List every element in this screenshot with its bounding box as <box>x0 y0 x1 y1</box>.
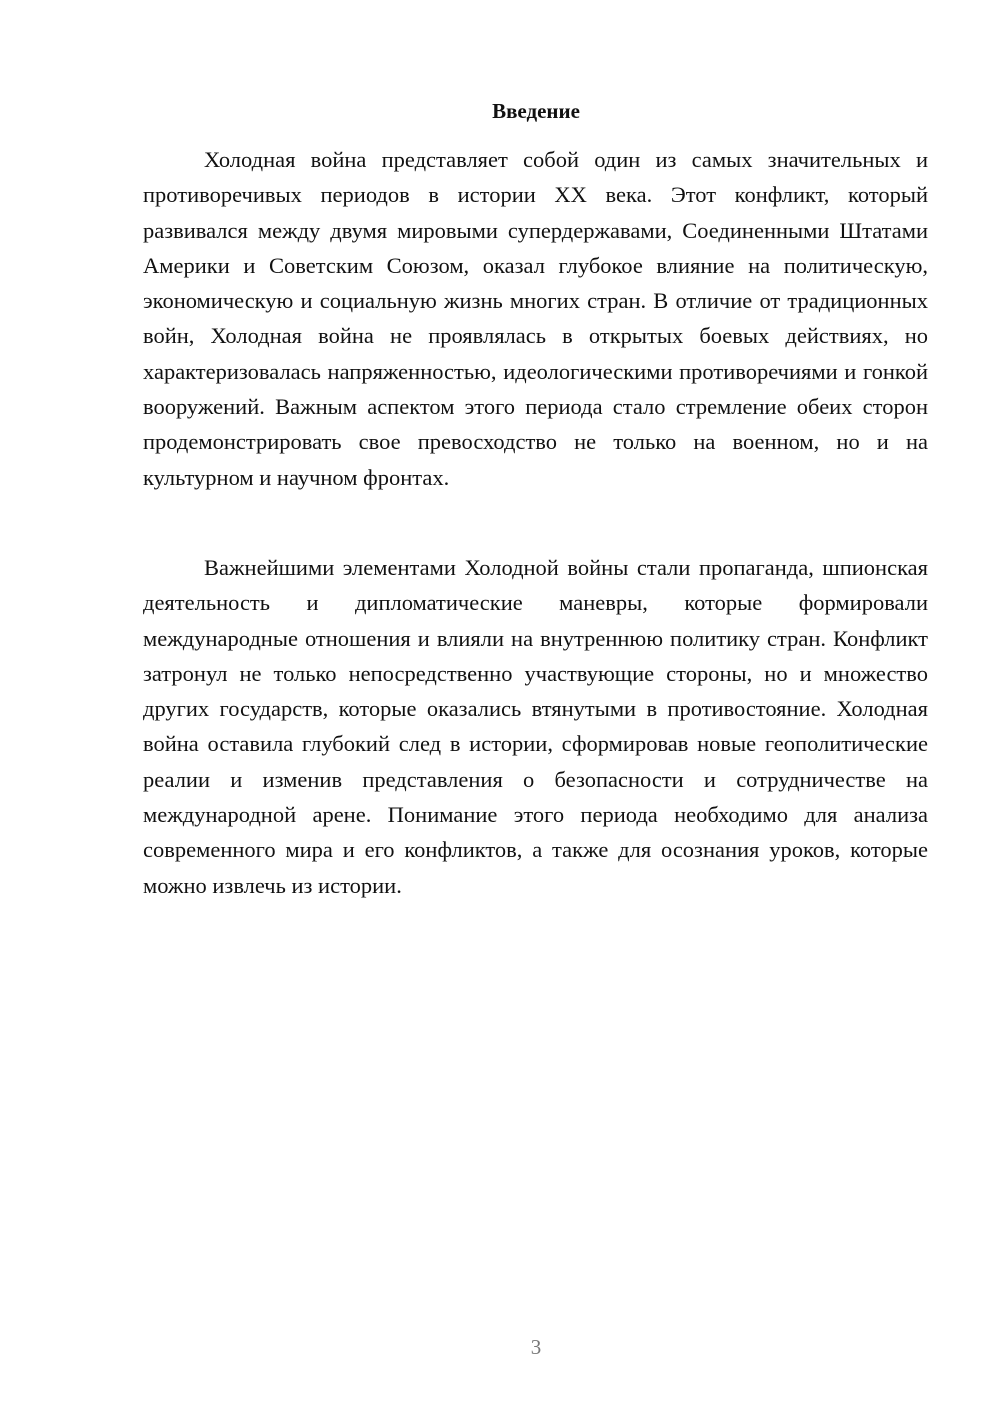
paragraph: Холодная война представляет собой один из самых значительных и противоречивых периодов в истории XX века. Этот конфликт, который развивался между двумя мировыми супердержавами, Соединенными Штатами Америки и Советским Союзом, оказал глубокое влияние на политическую, экономическую и социальную жизнь многих стран. В отличие от традиционных войн, Холодная война не проявлялась в открытых боевых действиях, но характеризовалась напряженностью, идеологическими противоречиями и гонкой вооружений. Важным аспектом этого периода стало стремление обеих сторон продемонстрировать свое превосходство не только на военном, но и на культурном и научном фронтах. <box>143 147 928 490</box>
section-title: Введение <box>492 99 580 123</box>
paragraph-block-1 <box>143 142 928 495</box>
paragraph: Важнейшими элементами Холодной войны стали пропаганда, шпионская деятельность и дипломатические маневры, которые формировали международные отношения и влияли на внутреннюю политику стран. Конфликт затронул не только непосредственно участвующие стороны, но и множество других государств, которые оказались втянутыми в противостояние. Холодная война оставила глубокий след в истории, сформировав новые геополитические реалии и изменив представления о безопасности и сотрудничестве на международной арене. Понимание этого периода необходимо для анализа современного мира и его конфликтов, а также для осознания уроков, которые можно извлечь из истории. <box>143 555 928 898</box>
page-number: 3 <box>530 1335 542 1359</box>
paragraph-block-2 <box>143 550 928 903</box>
